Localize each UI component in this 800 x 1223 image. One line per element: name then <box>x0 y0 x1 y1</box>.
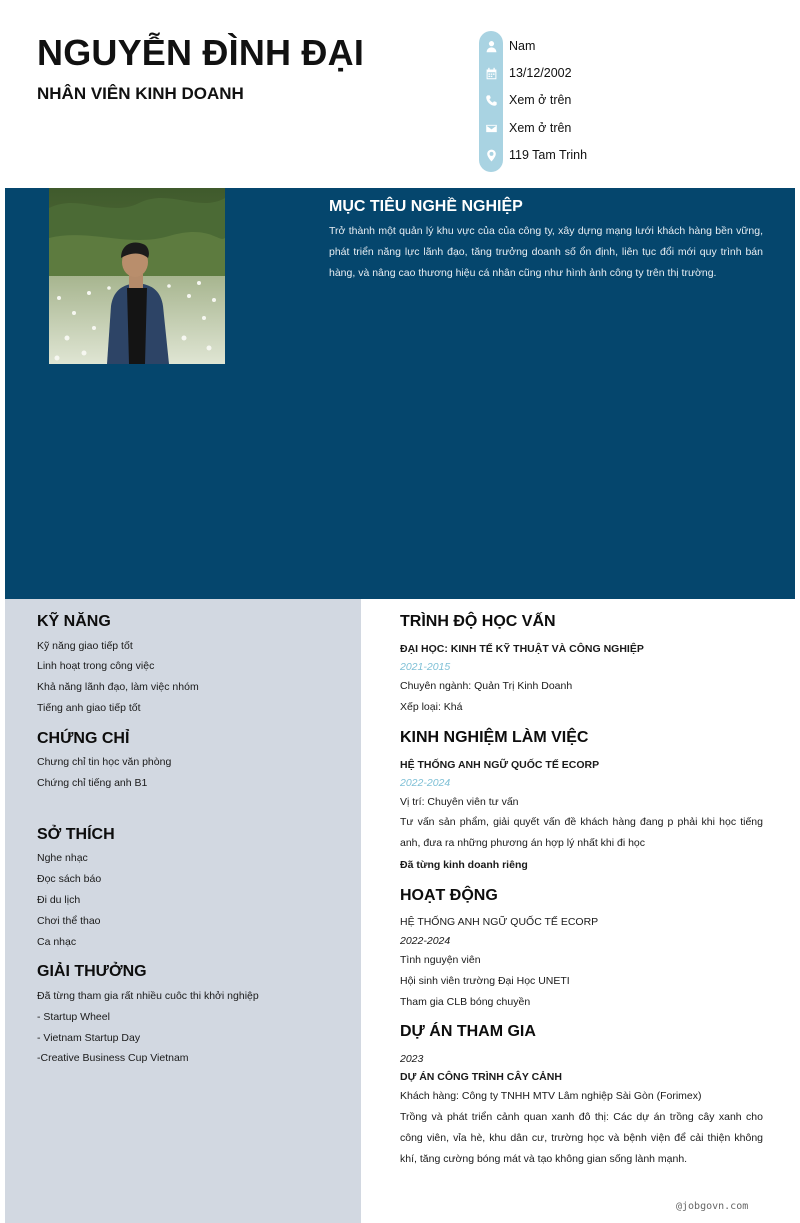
skill-item: Linh hoạt trong công việc <box>37 660 155 672</box>
cv-header <box>0 0 800 188</box>
hobby-item: Nghe nhạc <box>37 852 88 864</box>
phone-icon <box>479 89 503 111</box>
hobby-item: Đi du lịch <box>37 894 81 906</box>
activities-period: 2022-2024 <box>400 935 451 947</box>
award-item: -Creative Business Cup Vietnam <box>37 1052 189 1064</box>
contact-gender <box>479 35 535 57</box>
contact-phone-text: Xem ở trên <box>509 93 572 107</box>
profile-photo <box>49 188 225 364</box>
hobby-item: Đọc sách báo <box>37 873 102 885</box>
watermark: @jobgovn.com <box>676 1201 749 1212</box>
candidate-job-title: NHÂN VIÊN KINH DOANH <box>37 84 244 103</box>
projects-title: DỰ ÁN THAM GIA <box>400 1023 536 1040</box>
contact-address <box>479 144 587 166</box>
objective-title: MỤC TIÊU NGHỀ NGHIỆP <box>329 198 523 215</box>
hobby-item: Chơi thể thao <box>37 915 101 927</box>
activity-item: Tham gia CLB bóng chuyền <box>400 996 531 1008</box>
experience-note: Đã từng kinh doanh riêng <box>400 859 528 871</box>
person-icon <box>479 35 503 57</box>
contact-address-text: 119 Tam Trinh <box>509 148 588 162</box>
education-title: TRÌNH ĐỘ HỌC VẤN <box>400 613 556 630</box>
education-grade: Xếp loại: Khá <box>400 701 463 713</box>
certificate-item: Chưng chỉ tin học văn phòng <box>37 756 172 768</box>
project-name: DỰ ÁN CÔNG TRÌNH CÂY CẢNH <box>400 1071 562 1083</box>
activity-item: Hội sinh viên trường Đại Học UNETI <box>400 975 570 987</box>
certificate-item: Chứng chỉ tiếng anh B1 <box>37 777 148 789</box>
experience-description: Tư vấn sản phẩm, giải quyết vấn đề khách hàng đang p phải khi học tiếng anh, đưa ra những phương án hợp lý nhất khi đi học <box>400 816 763 849</box>
hobbies-title: SỞ THÍCH <box>37 826 115 843</box>
location-pin-icon <box>479 144 503 166</box>
experience-period: 2022-2024 <box>400 777 451 789</box>
contact-birthday-text: 13/12/2002 <box>509 66 572 80</box>
skill-item: Tiếng anh giao tiếp tốt <box>37 702 141 714</box>
experience-position: Vị trí: Chuyên viên tư vấn <box>400 796 519 808</box>
contact-gender-text: Nam <box>509 39 536 53</box>
skill-item: Kỹ năng giao tiếp tốt <box>37 640 133 652</box>
certificates-title: CHỨNG CHỈ <box>37 730 130 747</box>
contact-phone <box>479 89 571 111</box>
hobby-item: Ca nhạc <box>37 936 77 948</box>
activities-organization: HỆ THỐNG ANH NGỮ QUỐC TẾ ECORP <box>400 916 599 928</box>
skills-title: KỸ NĂNG <box>37 613 111 630</box>
education-period: 2021-2015 <box>400 661 451 673</box>
award-item: - Vietnam Startup Day <box>37 1032 141 1044</box>
education-major: Chuyên ngành: Quản Trị Kinh Doanh <box>400 680 573 692</box>
experience-title: KINH NGHIỆM LÀM VIỆC <box>400 729 589 746</box>
calendar-icon <box>479 62 503 84</box>
award-item: - Startup Wheel <box>37 1011 110 1023</box>
education-school: ĐẠI HỌC: KINH TẾ KỸ THUẬT VÀ CÔNG NGHIỆP <box>400 643 644 655</box>
project-year: 2023 <box>400 1053 424 1065</box>
skill-item: Khả năng lãnh đạo, làm việc nhóm <box>37 681 199 693</box>
contact-email <box>479 117 571 139</box>
contact-birthday <box>479 62 572 84</box>
contact-email-text: Xem ở trên <box>509 121 572 135</box>
candidate-name: NGUYỄN ĐÌNH ĐẠI <box>37 32 365 73</box>
activity-item: Tình nguyện viên <box>400 954 481 966</box>
award-item: Đã từng tham gia rất nhiều cuôc thi khởi nghiệp <box>37 990 259 1002</box>
project-description: Trồng và phát triển cảnh quan xanh đô thị: Các dự án trồng cây xanh cho công viên, vỉa hè, khu dân cư, trường học và bệnh viện để cải thiện không khí, tăng cường bóng mát và tạo không gian sống lành mạnh. <box>400 1111 763 1165</box>
project-client: Khách hàng: Công ty TNHH MTV Lâm nghiệp Sài Gòn (Forimex) <box>400 1090 702 1102</box>
awards-title: GIẢI THƯỞNG <box>37 963 147 980</box>
mail-icon <box>479 117 503 139</box>
objective-text: Trở thành một quản lý khu vực của của công ty, xây dựng mạng lưới khách hàng bền vững, phát triển năng lực lãnh đạo, tăng trưởng doanh số ổn định, liên tục đổi mới quy trình bán hàng, và nâng cao thương hiệu cá nhân cũng như hình ảnh công ty trên thị trường. <box>329 225 763 279</box>
experience-company: HỆ THỐNG ANH NGỮ QUỐC TẾ ECORP <box>400 759 600 771</box>
activities-title: HOẠT ĐỘNG <box>400 887 498 904</box>
